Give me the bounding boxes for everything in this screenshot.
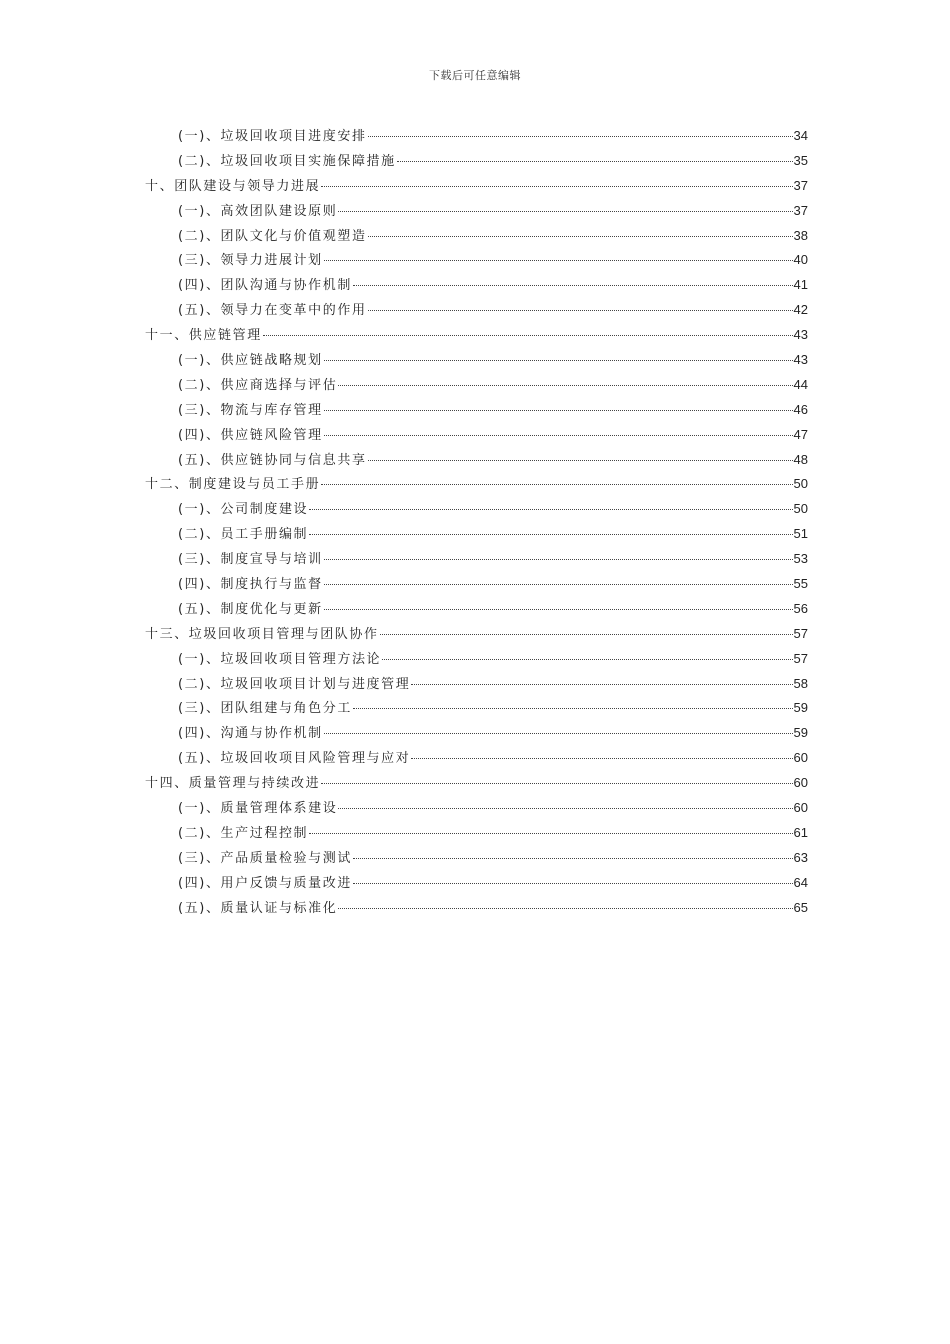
toc-entry-page-number: 63 [793, 849, 808, 865]
toc-entry-page-number: 48 [793, 451, 808, 467]
toc-entry-title: (一)、高效团队建设原则 [178, 203, 338, 219]
toc-entry-title: (一)、公司制度建设 [178, 502, 309, 518]
toc-dot-leader [397, 160, 793, 162]
toc-section-entry[interactable] [145, 124, 808, 149]
toc-entry-page-number: 38 [793, 227, 808, 243]
toc-entry-title: (三)、物流与库存管理 [178, 402, 323, 418]
toc-entry-page-number: 50 [793, 501, 808, 517]
toc-entry-page-number: 53 [793, 551, 808, 567]
toc-entry-title: (五)、供应链协同与信息共享 [178, 452, 367, 468]
toc-entry-title: (三)、制度宣导与培训 [178, 552, 323, 568]
toc-section-entry[interactable] [145, 497, 808, 522]
toc-section-entry[interactable] [145, 199, 808, 224]
toc-section-entry[interactable] [145, 597, 808, 622]
toc-chapter-entry[interactable] [145, 771, 808, 796]
toc-entry-page-number: 58 [793, 675, 808, 691]
toc-entry-title: (四)、团队沟通与协作机制 [178, 278, 352, 294]
toc-dot-leader [321, 782, 792, 784]
toc-entry-title: (二)、生产过程控制 [178, 825, 309, 841]
toc-chapter-entry[interactable] [145, 622, 808, 647]
toc-entry-title: (二)、供应商选择与评估 [178, 377, 338, 393]
toc-entry-title: (四)、供应链风险管理 [178, 427, 323, 443]
toc-entry-page-number: 65 [793, 899, 808, 915]
toc-entry-page-number: 56 [793, 600, 808, 616]
toc-entry-title: (三)、产品质量检验与测试 [178, 850, 352, 866]
toc-entry-page-number: 61 [793, 824, 808, 840]
toc-entry-title: 十三、垃圾回收项目管理与团队协作 [145, 626, 379, 642]
toc-entry-title: (二)、员工手册编制 [178, 527, 309, 543]
toc-entry-title: (五)、制度优化与更新 [178, 601, 323, 617]
toc-entry-title: 十、团队建设与领导力进展 [145, 178, 321, 194]
toc-entry-page-number: 59 [793, 700, 808, 716]
toc-entry-title: (一)、质量管理体系建设 [178, 801, 338, 817]
toc-entry-title: (四)、制度执行与监督 [178, 577, 323, 593]
toc-section-entry[interactable] [145, 796, 808, 821]
toc-dot-leader [324, 434, 793, 436]
toc-dot-leader [368, 309, 793, 311]
toc-section-entry[interactable] [145, 373, 808, 398]
toc-entry-title: 十四、质量管理与持续改进 [145, 776, 321, 792]
toc-dot-leader [324, 558, 793, 560]
toc-entry-title: (五)、领导力在变革中的作用 [178, 303, 367, 319]
toc-entry-page-number: 46 [793, 401, 808, 417]
toc-section-entry[interactable] [145, 721, 808, 746]
toc-section-entry[interactable] [145, 273, 808, 298]
toc-dot-leader [368, 235, 793, 237]
toc-dot-leader [353, 284, 793, 286]
toc-entry-page-number: 57 [793, 625, 808, 641]
toc-entry-title: 十二、制度建设与员工手册 [145, 477, 321, 493]
toc-section-entry[interactable] [145, 647, 808, 672]
toc-entry-page-number: 34 [793, 128, 808, 143]
toc-section-entry[interactable] [145, 224, 808, 249]
toc-entry-title: (五)、垃圾回收项目风险管理与应对 [178, 751, 411, 767]
toc-entry-page-number: 40 [793, 252, 808, 268]
toc-entry-title: (二)、团队文化与价值观塑造 [178, 228, 367, 244]
toc-section-entry[interactable] [145, 696, 808, 721]
toc-chapter-entry[interactable] [145, 472, 808, 497]
toc-dot-leader [353, 707, 793, 709]
toc-section-entry[interactable] [145, 746, 808, 771]
toc-entry-title: (一)、垃圾回收项目进度安排 [178, 129, 367, 144]
toc-dot-leader [338, 210, 792, 212]
toc-section-entry[interactable] [145, 846, 808, 871]
toc-entry-title: (二)、垃圾回收项目实施保障措施 [178, 153, 396, 169]
toc-dot-leader [368, 135, 793, 137]
toc-dot-leader [338, 907, 792, 909]
toc-entry-title: (五)、质量认证与标准化 [178, 900, 338, 916]
toc-dot-leader [321, 185, 792, 187]
toc-dot-leader [353, 857, 793, 859]
toc-dot-leader [382, 658, 792, 660]
toc-entry-page-number: 64 [793, 874, 808, 890]
toc-entry-page-number: 60 [793, 775, 808, 791]
toc-dot-leader [338, 807, 792, 809]
toc-section-entry[interactable] [145, 572, 808, 597]
toc-entry-page-number: 44 [793, 376, 808, 392]
toc-dot-leader [321, 483, 792, 485]
toc-section-entry[interactable] [145, 149, 808, 174]
toc-dot-leader [338, 384, 792, 386]
toc-dot-leader [324, 409, 793, 411]
toc-entry-page-number: 50 [793, 476, 808, 492]
toc-entry-page-number: 60 [793, 750, 808, 766]
toc-entry-page-number: 43 [793, 327, 808, 343]
toc-entry-title: (四)、沟通与协作机制 [178, 726, 323, 742]
toc-entry-page-number: 55 [793, 576, 808, 592]
toc-entry-page-number: 35 [793, 152, 808, 168]
toc-entry-page-number: 41 [793, 277, 808, 293]
toc-dot-leader [309, 508, 792, 510]
toc-section-entry[interactable] [145, 248, 808, 273]
toc-section-entry[interactable] [145, 672, 808, 697]
toc-entry-page-number: 47 [793, 426, 808, 442]
toc-entry-page-number: 37 [793, 177, 808, 193]
toc-dot-leader [324, 608, 793, 610]
toc-dot-leader [324, 732, 793, 734]
toc-dot-leader [353, 882, 793, 884]
toc-entry-page-number: 43 [793, 352, 808, 368]
toc-entry-page-number: 59 [793, 725, 808, 741]
toc-section-entry[interactable] [145, 821, 808, 846]
toc-entry-title: 十一、供应链管理 [145, 328, 262, 344]
toc-section-entry[interactable] [145, 896, 808, 921]
toc-entry-title: (一)、垃圾回收项目管理方法论 [178, 651, 382, 667]
toc-dot-leader [368, 459, 793, 461]
toc-entry-title: (三)、领导力进展计划 [178, 253, 323, 269]
page-header: 下载后可任意编辑 [429, 69, 521, 82]
toc-dot-leader [324, 259, 793, 261]
toc-section-entry[interactable] [145, 448, 808, 473]
toc-section-entry[interactable] [145, 522, 808, 547]
toc-section-entry[interactable] [145, 547, 808, 572]
toc-section-entry[interactable] [145, 871, 808, 896]
toc-chapter-entry[interactable] [145, 323, 808, 348]
toc-dot-leader [309, 533, 792, 535]
toc-section-entry[interactable] [145, 298, 808, 323]
toc-entry-page-number: 42 [793, 302, 808, 318]
toc-section-entry[interactable] [145, 423, 808, 448]
toc-dot-leader [309, 832, 792, 834]
toc-section-entry[interactable] [145, 348, 808, 373]
toc-chapter-entry[interactable] [145, 174, 808, 199]
toc-dot-leader [324, 359, 793, 361]
toc-entry-title: (四)、用户反馈与质量改进 [178, 875, 352, 891]
toc-entry-page-number: 37 [793, 202, 808, 218]
toc-entry-title: (二)、垃圾回收项目计划与进度管理 [178, 676, 411, 692]
toc-entry-page-number: 51 [793, 526, 808, 542]
toc-entry-page-number: 57 [793, 650, 808, 666]
toc-dot-leader [411, 757, 792, 759]
toc-section-entry[interactable] [145, 398, 808, 423]
toc-dot-leader [380, 633, 793, 635]
toc-entry-title: (三)、团队组建与角色分工 [178, 701, 352, 717]
toc-dot-leader [324, 583, 793, 585]
toc-entry-title: (一)、供应链战略规划 [178, 353, 323, 369]
toc-dot-leader [411, 683, 792, 685]
table-of-contents [145, 124, 808, 921]
toc-entry-page-number: 60 [793, 800, 808, 816]
toc-dot-leader [263, 334, 793, 336]
